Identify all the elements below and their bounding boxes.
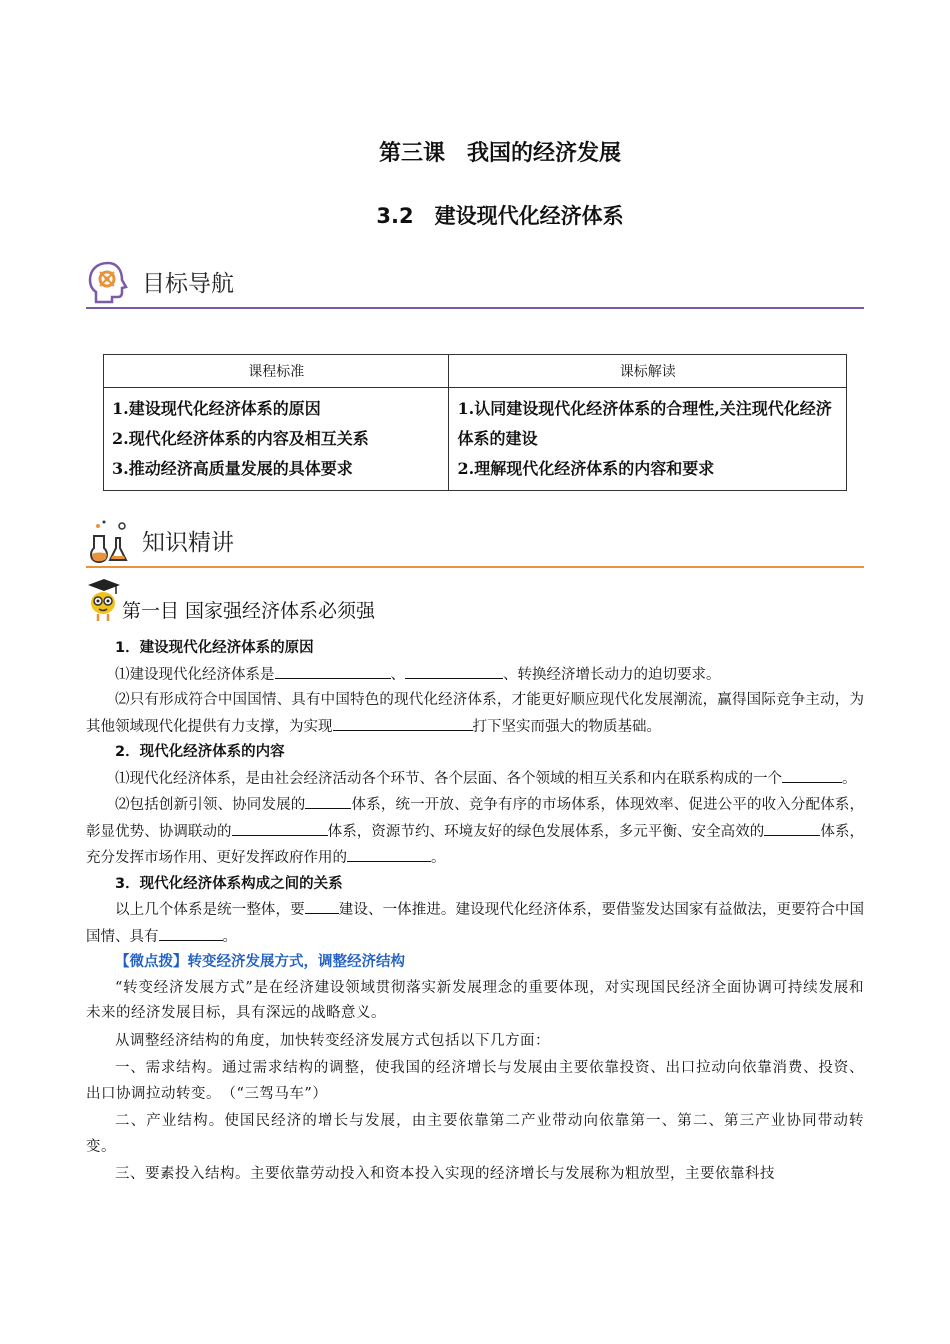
paragraph: 二、产业结构。使国民经济的增长与发展，由主要依靠第二产业带动向依靠第一、第二、第三产业协同带动转变。 (86, 1113, 864, 1155)
text-span: 体系，统一开放、竞争有序的市场体系，体现效率、促进公平的收入分配体系，彰显优势、协调联动的 (86, 797, 865, 840)
knowledge-section-label: 知识精讲 (142, 530, 234, 556)
text-span: 、转换经济增长动力的迫切要求。 (503, 666, 721, 683)
nav-section-header (86, 259, 864, 309)
text-span: 、 (390, 666, 405, 683)
fill-blank[interactable] (159, 924, 223, 941)
list-item: 1.认同建设现代化经济体系的合理性,关注现代化经济体系的建设 (457, 399, 832, 448)
fill-blank[interactable] (782, 766, 842, 783)
graduate-mascot-icon (86, 577, 122, 623)
lesson-title: 第三课 我国的经济发展 (378, 141, 621, 166)
knowledge-section-rule (86, 566, 864, 568)
text-span: 建设、一体推进。建设现代化经济体系，要借鉴发达国家有益做法，更要符合中国国情、具有 (86, 902, 865, 945)
col-header-standard: 课程标准 (104, 355, 449, 388)
standards-table (103, 354, 847, 491)
fill-blank[interactable] (305, 897, 339, 914)
fill-blank[interactable] (232, 819, 328, 836)
list-item: 1.建设现代化经济体系的原因 (112, 399, 321, 418)
table-row (104, 388, 847, 491)
topic-label: 第一目 国家强经济体系必须强 (122, 600, 376, 622)
paragraph: 三、要素投入结构。主要依靠劳动投入和资本投入实现的经济增长与发展称为粗放型，主要依靠科技 (115, 1166, 775, 1182)
list-item: 2.现代化经济体系的内容及相互关系 (112, 429, 369, 448)
list-item: 3.推动经济高质量发展的具体要求 (112, 459, 353, 478)
fill-blank[interactable] (333, 714, 473, 731)
heading-relation: 3．现代化经济体系构成之间的关系 (115, 875, 343, 892)
heading-reason: 1．建设现代化经济体系的原因 (115, 640, 314, 656)
text-span: 。 (431, 850, 446, 866)
nav-section-label: 目标导航 (142, 271, 234, 297)
paragraph (86, 688, 864, 740)
fill-blank[interactable] (347, 845, 431, 862)
knowledge-content (86, 636, 864, 1188)
interpretation-cell (449, 388, 847, 491)
standard-cell (104, 388, 449, 491)
paragraph: 一、需求结构。通过需求结构的调整，使我国的经济增长与发展由主要依靠投资、出口拉动向依靠消费、投资、出口协调拉动转变。 （“三驾马车”） (86, 1060, 864, 1102)
text-span: ⑴建设现代化经济体系是 (115, 666, 275, 683)
text-span: 体系，充分发挥市场作用、更好发挥政府作用的 (86, 823, 865, 866)
text-span: 体系，资源节约、环境友好的绿色发展体系，多元平衡、安全高效的 (327, 823, 765, 840)
head-gear-icon (86, 259, 130, 305)
flask-icon (86, 518, 130, 564)
heading-content: 2．现代化经济体系的内容 (115, 744, 285, 760)
knowledge-section-header (86, 518, 864, 568)
fill-blank[interactable] (305, 792, 351, 809)
paragraph (86, 766, 864, 793)
text-span: 。 (222, 928, 237, 945)
text-span: 以上几个体系是统一整体，要 (115, 902, 305, 918)
text-span: ⑴现代化经济体系，是由社会经济活动各个环节、各个层面、各个领域的相互关系和内在联系构成的一个 (115, 770, 782, 787)
fill-blank[interactable] (764, 819, 820, 836)
text-span: 打下坚实而强大的物质基础。 (472, 718, 661, 735)
paragraph: “转变经济发展方式”是在经济建设领域贯彻落实新发展理念的重要体现，对实现国民经济全面协调可持续发展和未来的经济发展目标，具有深远的战略意义。 (86, 979, 864, 1021)
paragraph (86, 662, 864, 689)
section-title: 3.2 建设现代化经济体系 (376, 204, 624, 228)
table-header-row (104, 355, 847, 388)
col-header-interpretation: 课标解读 (449, 355, 847, 388)
fill-blank[interactable] (275, 662, 391, 679)
text-span: ⑵只有形成符合中国国情、具有中国特色的现代化经济体系，才能更好顺应现代化发展潮流，赢得国际竞争主动，为其他领域现代化提供有力支撑，为实现 (86, 692, 864, 735)
nav-section-rule (86, 307, 864, 309)
text-span: 。 (842, 770, 857, 787)
paragraph (86, 792, 864, 872)
paragraph: 从调整经济结构的角度，加快转变经济发展方式包括以下几方面： (115, 1032, 550, 1049)
paragraph (86, 897, 864, 950)
list-item: 2.理解现代化经济体系的内容和要求 (457, 459, 715, 478)
text-span: ⑵包括创新引领、协同发展的 (115, 797, 306, 813)
tip-heading: 【微点拨】转变经济发展方式，调整经济结构 (115, 954, 405, 970)
fill-blank[interactable] (405, 662, 503, 679)
